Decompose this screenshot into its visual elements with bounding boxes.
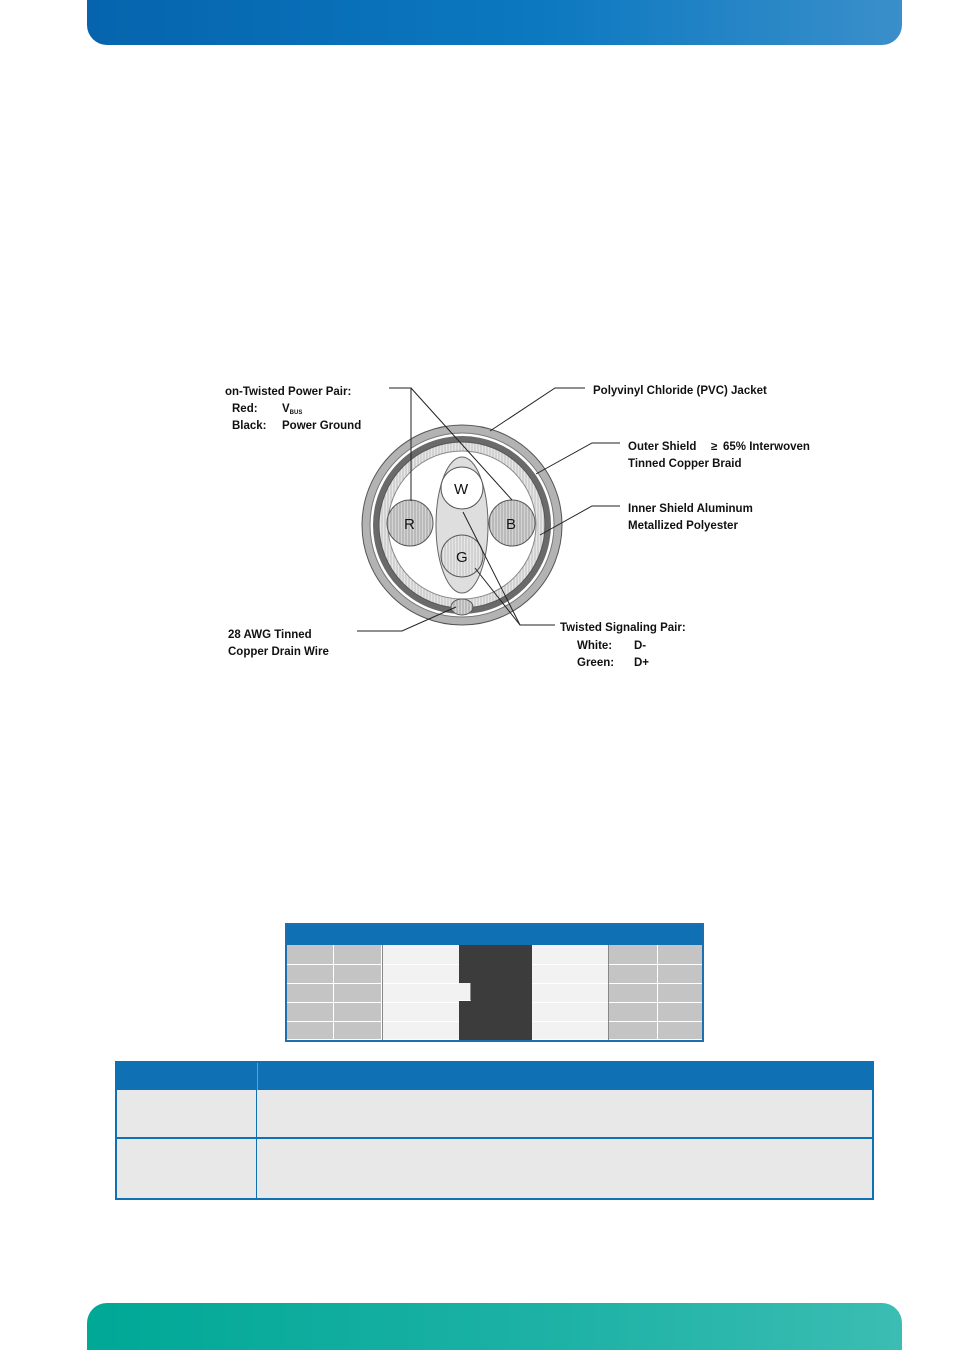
label-red-value: VBUS xyxy=(282,403,303,416)
label-power-pair-title: on-Twisted Power Pair: xyxy=(225,386,352,398)
label-black-value: Power Ground xyxy=(282,420,362,432)
label-black-key: Black: xyxy=(232,420,267,432)
grid-col-3 xyxy=(382,945,459,1040)
grid-row-line xyxy=(287,1002,459,1003)
conductor-label-g: G xyxy=(456,549,468,566)
conductor-label-b: B xyxy=(506,516,517,533)
label-green-key: Green: xyxy=(577,657,615,669)
label-green-value: D+ xyxy=(634,657,650,669)
drain-wire xyxy=(451,599,473,615)
label-inner-shield-2: Metallized Polyester xyxy=(628,520,738,532)
leader-outer-shield xyxy=(536,443,620,474)
signal-description-table xyxy=(115,1061,874,1200)
table-cell xyxy=(117,1090,257,1137)
label-outer-shield-ge: ≥ xyxy=(711,441,718,453)
grid-col-line xyxy=(382,945,383,1040)
grid-notch xyxy=(459,983,471,1001)
grid-col-7 xyxy=(658,945,702,1040)
label-jacket: Polyvinyl Chloride (PVC) Jacket xyxy=(593,385,767,397)
grid-row-line xyxy=(532,1021,702,1022)
label-inner-shield-1: Inner Shield Aluminum xyxy=(628,503,753,515)
label-red-key: Red: xyxy=(232,403,258,415)
grid-col-5 xyxy=(532,945,609,1040)
table-cell xyxy=(258,1139,872,1198)
header-divider xyxy=(257,1063,258,1090)
grid-row-line xyxy=(287,1021,459,1022)
grid-col-1 xyxy=(287,945,334,1040)
leader-jacket xyxy=(490,388,585,431)
grid-header xyxy=(287,925,702,945)
table-row xyxy=(117,1090,872,1137)
label-white-key: White: xyxy=(577,640,613,652)
label-signal-title: Twisted Signaling Pair: xyxy=(560,622,686,634)
grid-row-line xyxy=(532,964,702,965)
label-drain-1: 28 AWG Tinned xyxy=(228,629,312,641)
grid-col-2 xyxy=(334,945,382,1040)
signal-table-header xyxy=(117,1063,872,1090)
label-white-value: D- xyxy=(634,640,647,652)
grid-row-line xyxy=(287,983,459,984)
conductor-label-w: W xyxy=(454,481,469,498)
grid-row-line xyxy=(287,964,459,965)
grid-row-line xyxy=(532,983,702,984)
label-outer-shield-2: 65% Interwoven xyxy=(723,441,810,453)
footer-band xyxy=(87,1303,902,1350)
grid-col-line xyxy=(608,945,609,1040)
table-row xyxy=(117,1139,872,1198)
table-cell xyxy=(117,1139,257,1198)
table-cell xyxy=(258,1090,872,1137)
label-outer-shield-1: Outer Shield xyxy=(628,441,697,453)
grid-row-line xyxy=(532,1002,702,1003)
label-outer-shield-3: Tinned Copper Braid xyxy=(628,458,742,470)
conductor-label-r: R xyxy=(404,516,415,533)
pinout-grid-table xyxy=(285,923,704,1042)
grid-col-6 xyxy=(609,945,658,1040)
label-drain-2: Copper Drain Wire xyxy=(228,646,329,658)
